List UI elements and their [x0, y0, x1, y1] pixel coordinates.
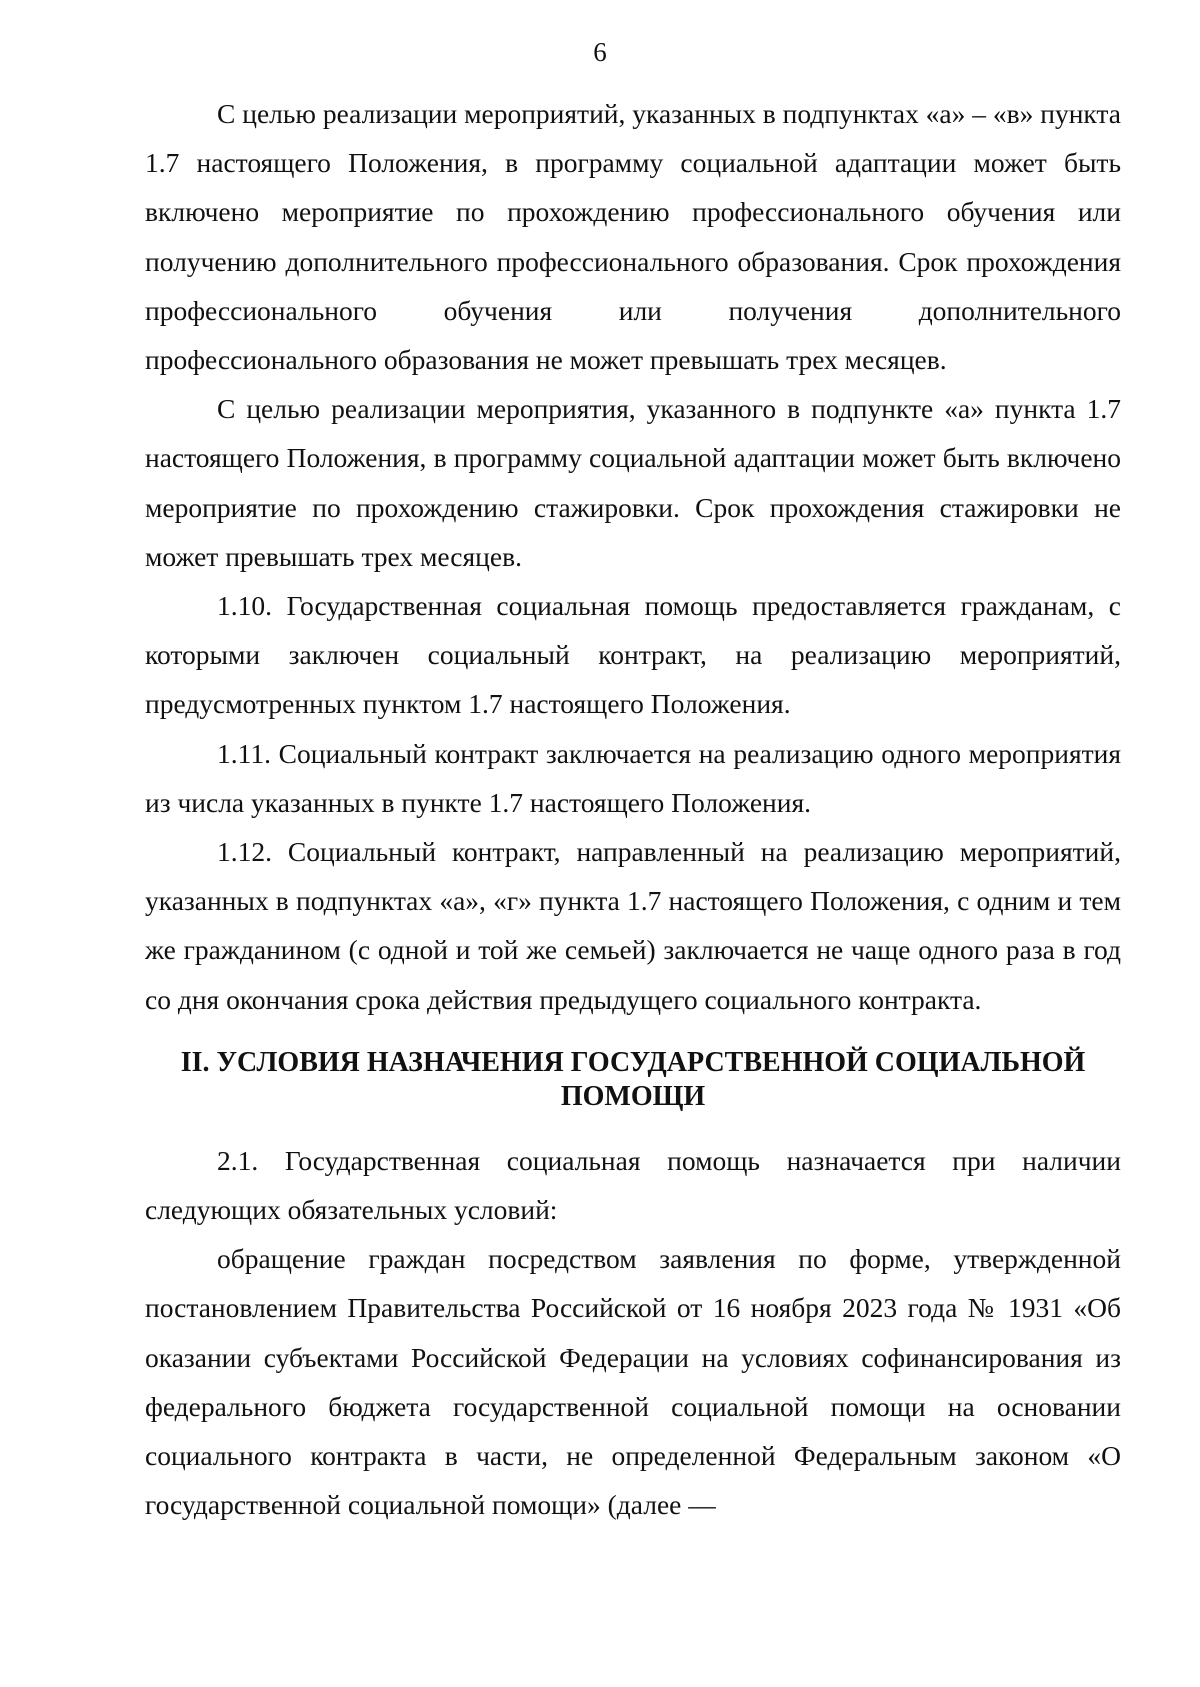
paragraph-1-12: 1.12. Социальный контракт, направленный на реализацию мероприятий, указанных в подпунктах «а», «г» пункта 1.7 настоящего Положения, с одним и тем же гражданином (с одной и той же семьей) заключается не чаще одного раза в год со дня окончания срока действия предыдущего социального контракта.: [145, 836, 1121, 1015]
page-number: 6: [593, 37, 607, 67]
paragraph-1-11: 1.11. Социальный контракт заключается на реализацию одного мероприятия из числа указанных в пункте 1.7 настоящего Положения.: [145, 737, 1121, 818]
paragraph-application-condition: обращение граждан посредством заявления по форме, утвержденной постановлением Правительства Российской от 16 ноября 2023 года № 1931 «Об оказании субъектами Российской Федерации на условиях софинансирования из федерального бюджета государственной социальной помощи на основании социального контракта в части, не определенной Федеральным законом «О государственной социальной помощи» (далее —: [145, 1243, 1121, 1521]
paragraph-adaptation-internship: С целью реализации мероприятия, указанного в подпункте «а» пункта 1.7 настоящего Положения, в программу социальной адаптации может быть включено мероприятие по прохождению стажировки. Срок прохождения стажировки не может превышать трех месяцев.: [145, 393, 1121, 572]
section-heading-line-1: II. УСЛОВИЯ НАЗНАЧЕНИЯ ГОСУДАРСТВЕННОЙ СОЦИАЛЬНОЙ: [180, 1046, 1086, 1078]
section-heading-line-2: ПОМОЩИ: [560, 1080, 706, 1112]
paragraph-adaptation-training: С целью реализации мероприятий, указанных в подпунктах «а» – «в» пункта 1.7 настоящего Положения, в программу социальной адаптации может быть включено мероприятие по прохождению профессионального обучения или получению дополнительного профессионального образования. Срок прохождения профессионального обучения или получения дополнительного профессионального образования не может превышать трех месяцев.: [145, 98, 1121, 376]
section-heading: [145, 1046, 1121, 1114]
paragraph-1-10: 1.10. Государственная социальная помощь предоставляется гражданам, с которыми заключен социальный контракт, на реализацию мероприятий, предусмотренных пунктом 1.7 настоящего Положения.: [145, 590, 1121, 720]
document-body: [145, 89, 1121, 1529]
paragraph-2-1: 2.1. Государственная социальная помощь назначается при наличии следующих обязательных условий:: [145, 1144, 1121, 1226]
